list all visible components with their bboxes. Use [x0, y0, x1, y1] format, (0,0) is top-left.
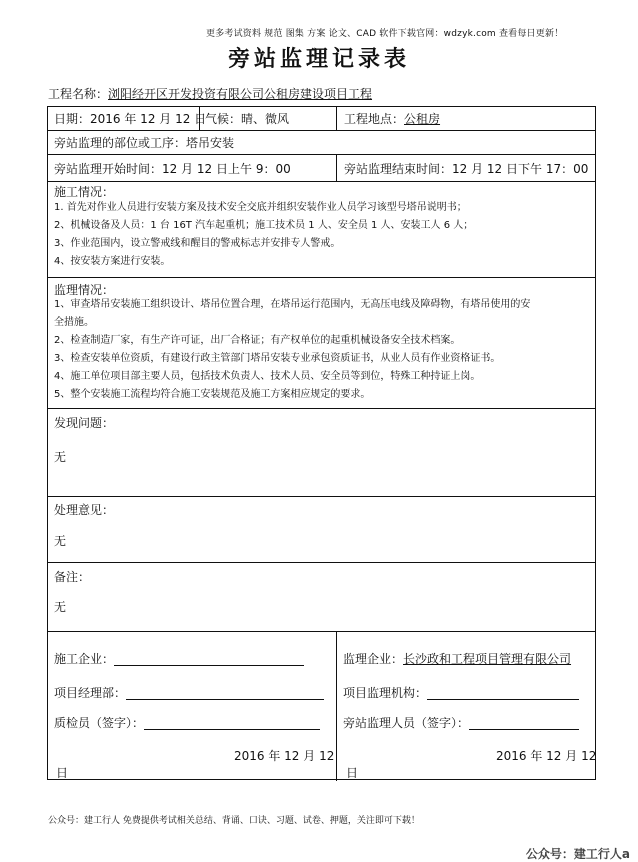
row-divider: [48, 496, 595, 497]
col-divider: [336, 631, 337, 781]
record-table: [47, 106, 596, 780]
supervisor-field: [343, 716, 579, 730]
supervision-company-field: [343, 652, 571, 666]
list-item: 5、整个安装施工流程均符合施工安装规范及施工方案相应规定的要求。: [54, 389, 371, 400]
signature-line: [126, 687, 324, 700]
start-time-value: 12 月 12 日上午 9：00: [162, 162, 291, 176]
header-note: 更多考试资料 规范 图集 方案 论文、CAD 软件下载官网：wdzyk.com 查看每日更新！: [206, 29, 564, 39]
watermark-text: 公众号：建工行人a: [525, 847, 630, 861]
row-divider: [48, 631, 595, 632]
site-label: 工程地点：: [344, 112, 405, 126]
inspector-label: 质检员（签字）：: [54, 716, 145, 730]
project-manager-label: 项目经理部：: [54, 686, 127, 700]
supervision-org-field: [343, 686, 579, 700]
signature-line: [144, 717, 320, 730]
date-value: 2016 年 12 月 12 日: [90, 112, 207, 126]
row-divider: [48, 408, 595, 409]
footer-note: 公众号：建工行人 免费提供考试相关总结、背诵、口诀、习题、试卷、押题，关注即可下载！: [48, 816, 420, 826]
list-item: 3、作业范围内，设立警戒线和醒目的警戒标志并安排专人警戒。: [54, 238, 341, 249]
page-title: 旁站监理记录表: [227, 47, 410, 72]
construction-company-label: 施工企业：: [54, 652, 115, 666]
supervision-list: [54, 296, 589, 404]
site-value: 公租房: [404, 112, 441, 126]
list-item: 2、机械设备及人员：1 台 16T 汽车起重机；施工技术员 1 人、安全员 1 人、安装工人 6 人；: [54, 220, 474, 231]
right-date-end: 日: [346, 766, 359, 780]
project-value: 浏阳经开区开发投资有限公司公租房建设项目工程: [108, 87, 373, 101]
remarks-label: 备注：: [54, 570, 91, 584]
site-cell: [344, 112, 440, 126]
opinion-label: 处理意见：: [54, 503, 115, 517]
right-date-line: 2016 年 12 月 12: [496, 749, 597, 763]
issues-value: 无: [54, 450, 67, 464]
row-divider: [48, 562, 595, 563]
list-item: 1. 首先对作业人员进行安装方案及技术安全交底并组织安装作业人员学习该型号塔吊说明书；: [54, 202, 467, 213]
supervision-org-label: 项目监理机构：: [343, 686, 428, 700]
list-item: 2、检查制造厂家，有生产许可证，出厂合格证；有产权单位的起重机械设备安全技术档案。: [54, 335, 461, 346]
supervision-heading: 监理情况：: [54, 283, 115, 297]
list-item: 3、检查安装单位资质，有建设行政主管部门塔吊安装专业承包资质证书，从业人员有作业资格证书。: [54, 353, 501, 364]
supervisor-label: 旁站监理人员（签字）：: [343, 716, 470, 730]
row-divider: [48, 154, 595, 155]
project-manager-field: [54, 686, 324, 700]
date-cell: [54, 112, 206, 126]
list-item: 全措施。: [54, 317, 94, 328]
signature-line: [427, 687, 579, 700]
position-value: 塔吊安装: [186, 136, 235, 150]
left-date-end: 日: [56, 766, 69, 780]
construction-heading: 施工情况：: [54, 185, 115, 199]
weather-label: 气候：: [205, 112, 242, 126]
signature-line: [114, 653, 304, 666]
list-item: 4、按安装方案进行安装。: [54, 256, 171, 267]
end-time-value: 12 月 12 日下午 17：00: [452, 162, 589, 176]
col-divider: [336, 154, 337, 181]
row-divider: [48, 277, 595, 278]
position-cell: [54, 136, 234, 150]
construction-company-field: [54, 652, 304, 666]
list-item: 1、审查塔吊安装施工组织设计、塔吊位置合理，在塔吊运行范围内，无高压电线及障碍物，有塔吊使用的安: [54, 299, 531, 310]
project-name-line: [48, 85, 372, 102]
project-label: 工程名称：: [48, 87, 109, 101]
date-label: 日期：: [54, 112, 91, 126]
left-date-line: 2016 年 12 月 12: [234, 749, 335, 763]
list-item: 4、施工单位项目部主要人员，包括技术负责人、技术人员、安全员等到位，特殊工种持证上岗。: [54, 371, 481, 382]
start-time-label: 旁站监理开始时间：: [54, 162, 163, 176]
col-divider: [336, 107, 337, 130]
weather-cell: [205, 112, 289, 126]
supervision-company-value: 长沙政和工程项目管理有限公司: [403, 652, 572, 666]
supervision-company-label: 监理企业：: [343, 652, 404, 666]
end-time-label: 旁站监理结束时间：: [344, 162, 453, 176]
weather-value: 晴、微风: [241, 112, 290, 126]
construction-list: [54, 199, 589, 271]
issues-label: 发现问题：: [54, 416, 115, 430]
position-label: 旁站监理的部位或工序：: [54, 136, 187, 150]
row-divider: [48, 130, 595, 131]
opinion-value: 无: [54, 534, 67, 548]
start-time-cell: [54, 162, 291, 176]
inspector-field: [54, 716, 320, 730]
end-time-cell: [344, 162, 588, 176]
row-divider: [48, 181, 595, 182]
remarks-value: 无: [54, 600, 67, 614]
signature-line: [469, 717, 579, 730]
